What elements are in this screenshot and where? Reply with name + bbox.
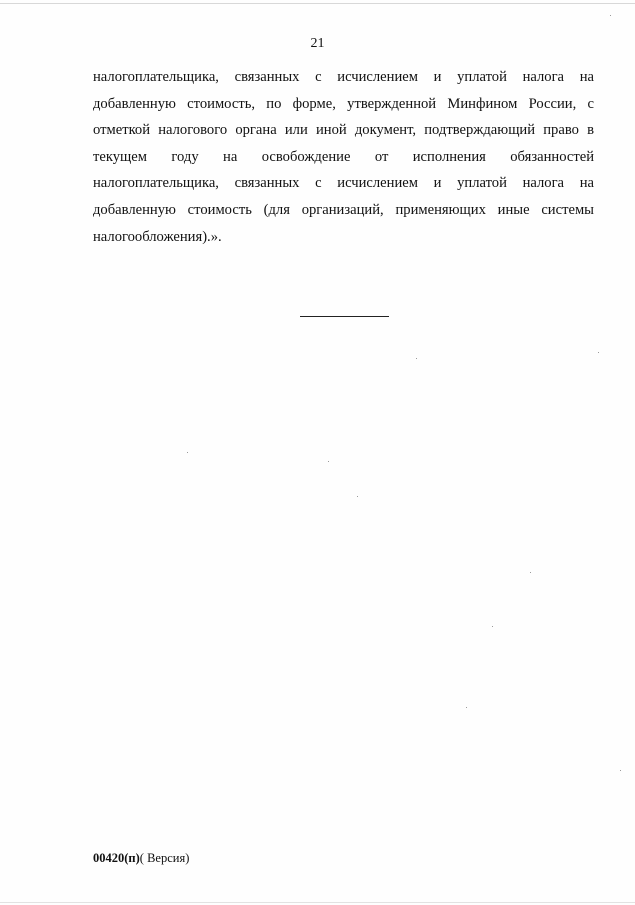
section-separator-line — [300, 316, 389, 317]
scan-speck — [610, 15, 611, 16]
body-line: добавленную стоимость, по форме, утвержденной Минфином России, с — [93, 95, 594, 112]
scan-speck — [620, 770, 621, 771]
body-line: текущем году на освобождение от исполнения обязанностей — [93, 148, 594, 165]
body-line: налогоплательщика, связанных с исчислением и уплатой налога на — [93, 175, 594, 192]
scan-speck — [466, 707, 467, 708]
document-footer-code — [93, 851, 189, 866]
footer-version: ( Версия) — [139, 851, 190, 865]
body-line: добавленную стоимость (для организаций, применяющих иные системы — [93, 201, 594, 218]
body-line: налогоплательщика, связанных с исчислением и уплатой налога на — [93, 69, 594, 85]
scan-speck — [530, 572, 531, 573]
scan-edge-top — [0, 3, 635, 4]
footer-code: 00420(п) — [93, 851, 140, 865]
body-line: налогообложения).». — [93, 228, 222, 245]
scan-speck — [357, 496, 358, 497]
body-line: отметкой налогового органа или иной документ, подтверждающий право в — [93, 122, 594, 139]
scan-speck — [492, 626, 493, 627]
page-number: 21 — [310, 36, 325, 51]
scan-edge-bottom — [0, 902, 635, 903]
body-paragraph — [93, 64, 594, 250]
scan-speck — [416, 358, 417, 359]
scan-speck — [598, 352, 599, 353]
scan-speck — [328, 461, 329, 462]
scan-speck — [187, 452, 188, 453]
